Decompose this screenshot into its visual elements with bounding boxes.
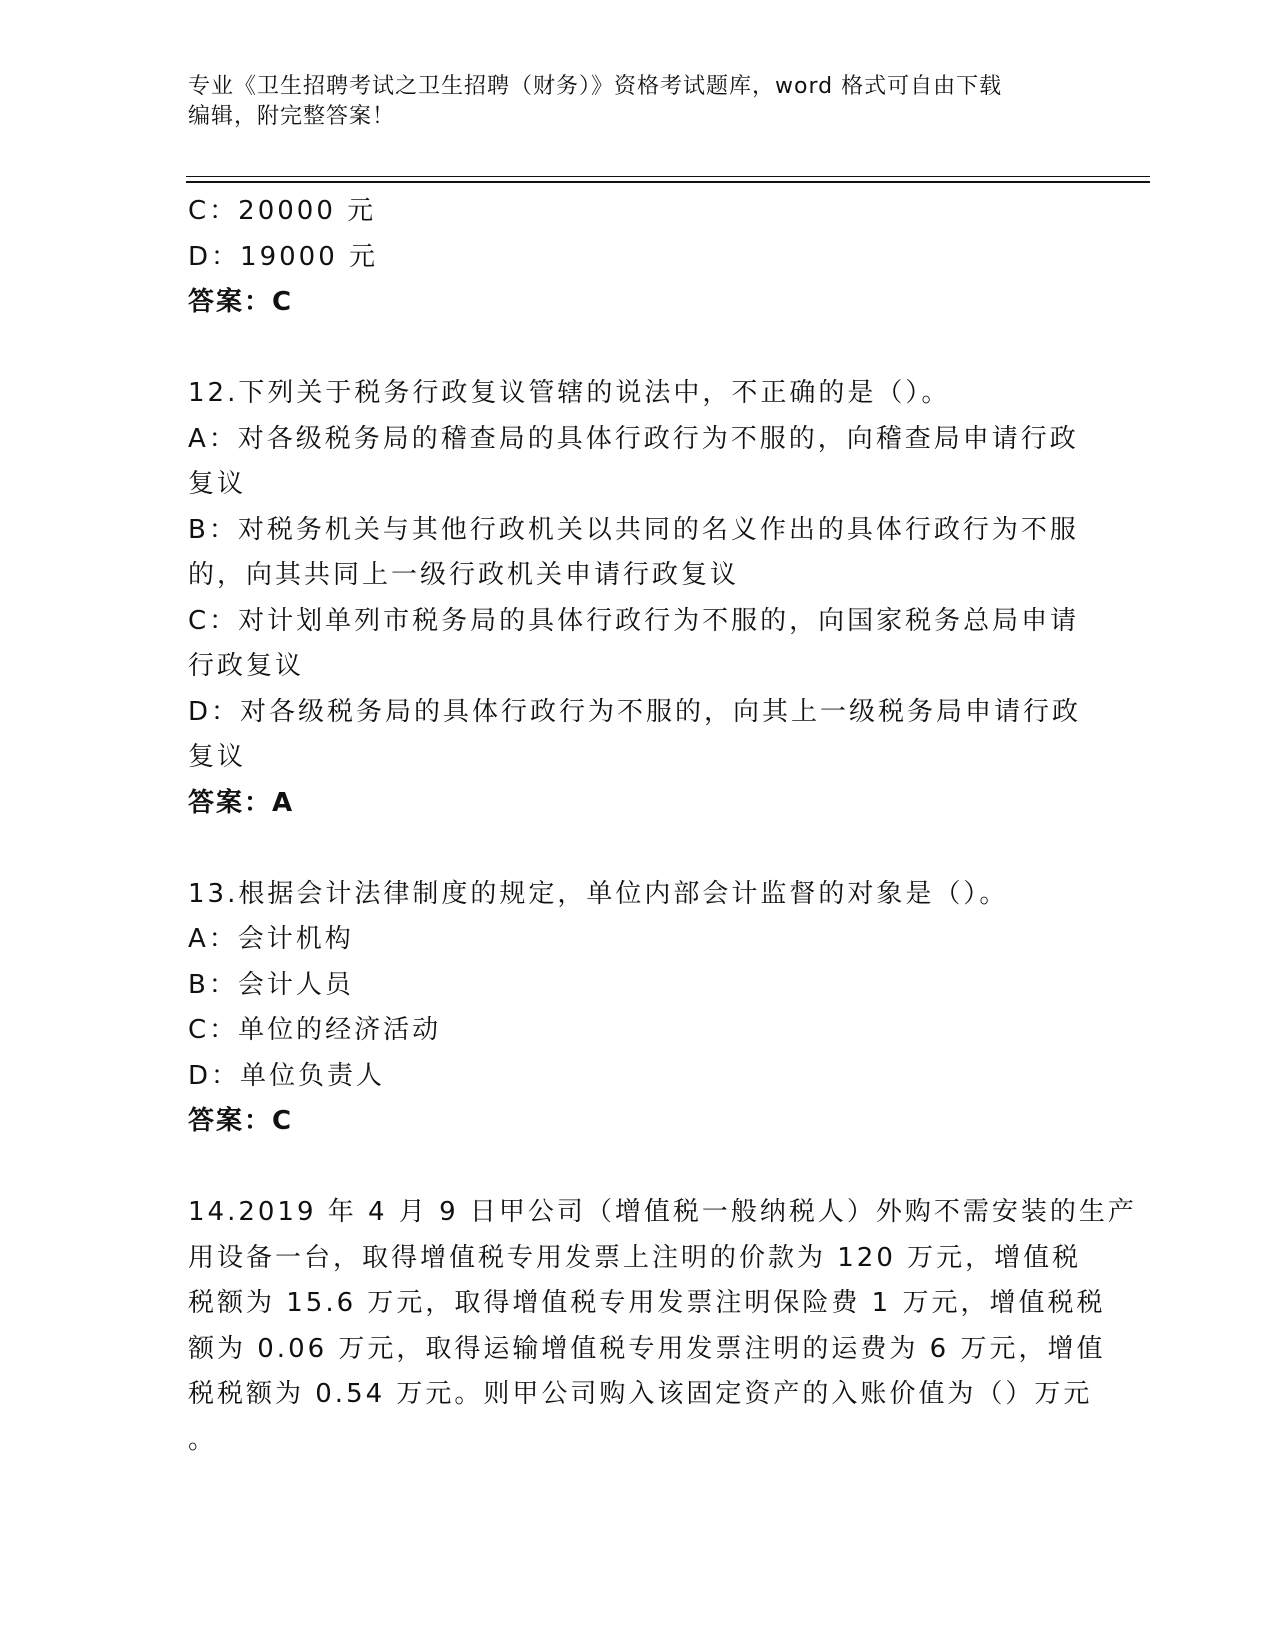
q13-option-d: D：单位负责人 [188,1060,386,1091]
q13-answer: 答案：C [188,1106,294,1136]
q13-stem: 13.根据会计法律制度的规定，单位内部会计监督的对象是（）。 [188,878,1009,909]
q12-option-b-line-1: B：对税务机关与其他行政机关以共同的名义作出的具体行政行为不服 [188,514,1079,545]
q14-stem-line-6: 。 [188,1424,218,1455]
q12-option-d-line-1: D：对各级税务局的具体行政行为不服的，向其上一级税务局申请行政 [188,696,1082,727]
q12-option-c-line-2: 行政复议 [188,651,305,681]
q13-option-b: B：会计人员 [188,969,354,1000]
q14-stem-line-1: 14.2019 年 4 月 9 日甲公司（增值税一般纳税人）外购不需安装的生产 [188,1197,1137,1227]
q14-stem-line-5: 税税额为 0.54 万元。则甲公司购入该固定资产的入账价值为（）万元 [188,1379,1093,1409]
q11-option-d: D：19000 元 [188,241,378,272]
q11-option-c: C：20000 元 [188,196,377,226]
question-content [188,189,1137,1463]
spacer [188,826,1088,872]
q12-option-a-line-2: 复议 [188,469,247,499]
header-line-2: 编辑，附完整答案！ [188,104,396,129]
q12-option-b-line-2: 的，向其共同上一级行政机关申请行政复议 [188,560,740,590]
header-divider-thin [186,176,1150,177]
header-line-1: 专业《卫生招聘考试之卫生招聘（财务）》资格考试题库，word 格式可自由下载 [188,74,1003,99]
q13-option-c: C：单位的经济活动 [188,1015,442,1045]
q14-stem-line-4: 额为 0.06 万元，取得运输增值税专用发票注明的运费为 6 万元，增值 [188,1333,1106,1364]
q12-option-a-line-1: A：对各级税务局的稽查局的具体行政行为不服的，向稽查局申请行政 [188,423,1079,454]
spacer [188,1145,1088,1191]
q13-option-a: A：会计机构 [188,924,354,954]
q14-stem-line-3: 税额为 15.6 万元，取得增值税专用发票注明保险费 1 万元，增值税税 [188,1288,1106,1318]
header-divider-thick [186,181,1150,183]
q12-answer: 答案：A [188,787,295,818]
spacer [188,326,1088,372]
q12-stem: 12.下列关于税务行政复议管辖的说法中，不正确的是（）。 [188,378,951,408]
q12-option-c-line-1: C：对计划单列市税务局的具体行政行为不服的，向国家税务总局申请 [188,605,1080,636]
document-header [188,72,1088,132]
q11-answer: 答案：C [188,287,294,317]
q12-option-d-line-2: 复议 [188,742,247,772]
q14-stem-line-2: 用设备一台，取得增值税专用发票上注明的价款为 120 万元，增值税 [188,1242,1082,1273]
